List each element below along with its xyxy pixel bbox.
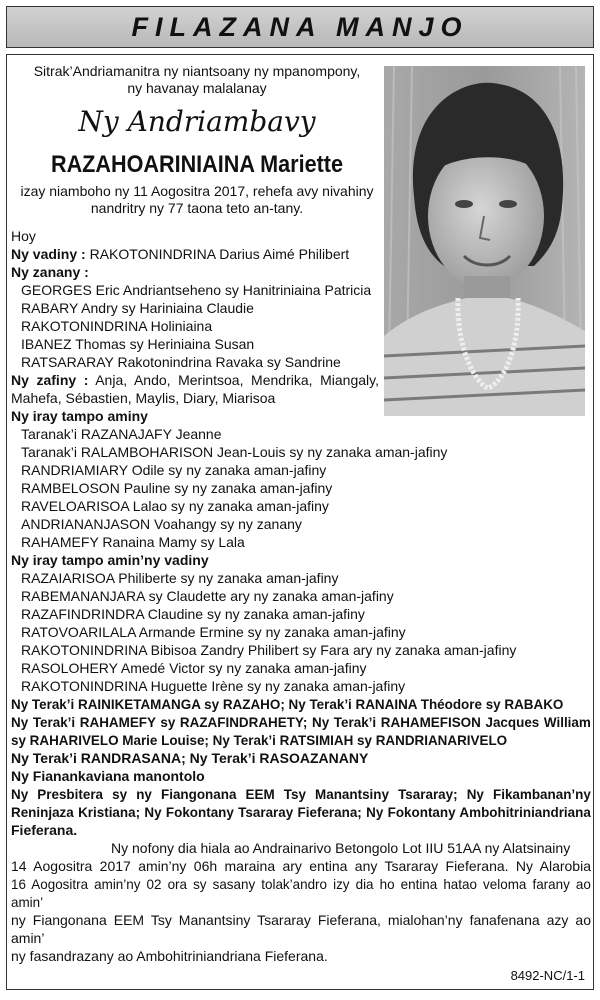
header-title: FILAZANA MANJO xyxy=(131,11,469,42)
zanany-item: GEORGES Eric Andriantseheno sy Hanitriniaina Patricia xyxy=(21,282,372,298)
death-notice xyxy=(17,183,377,217)
church-line-1: Ny Presbitera sy ny Fiangonana EEM Tsy Manantsiny Tsararay; Ny Fikambanan’ny xyxy=(11,786,591,802)
funeral-line-1: Ny nofony dia hiala ao Andrainarivo Betongolo Lot IIU 51AA ny Alatsinainy xyxy=(111,840,571,856)
header-banner xyxy=(6,6,594,48)
reference-code: 8492-NC/1-1 xyxy=(510,968,585,983)
iray-tampo-label: Ny iray tampo aminy xyxy=(11,408,148,424)
zafiny-line-2: Mahefa, Sébastien, Maylis, Diary, Miarisoa xyxy=(11,390,276,406)
obituary-page xyxy=(6,6,594,994)
zanany-item: IBANEZ Thomas sy Heriniaina Susan xyxy=(21,336,255,352)
terak-line-2a: Ny Terak’i RAHAMEFY sy RAZAFINDRAHETY; Ny Terak’i RAHAMEFISON Jacques William xyxy=(11,714,591,730)
iray-tampo-vady-item: RAZAFINDRINDRA Claudine sy ny zanaka aman-jafiny xyxy=(21,606,365,622)
deceased-title-script: Ny Andriambavy xyxy=(78,105,316,138)
iray-tampo-item: RAVELOARISOA Lalao sy ny zanaka aman-jafiny xyxy=(21,498,329,514)
obituary-frame xyxy=(6,54,594,990)
intro-text xyxy=(17,63,377,97)
terak-line-1: Ny Terak’i RAINIKETAMANGA sy RAZAHO; Ny Terak’i RANAINA Théodore sy RABAKO xyxy=(11,696,564,712)
iray-tampo-vady-item: RABEMANANJARA sy Claudette ary ny zanaka aman-jafiny xyxy=(21,588,394,604)
death-line-1: izay niamboho ny 11 Aogositra 2017, rehefa avy nivahiny xyxy=(20,183,374,199)
zafiny-line-1: Anja, Ando, Merintsoa, Mendrika, Miangaly, xyxy=(95,372,379,388)
iray-tampo-vady-item: RATOVOARILALA Armande Ermine sy ny zanaka aman-jafiny xyxy=(21,624,406,640)
vady-label: Ny vadiny : xyxy=(11,246,86,262)
zanany-item: RAKOTONINDRINA Holiniaina xyxy=(21,318,213,334)
zanany-item: RABARY Andry sy Hariniaina Claudie xyxy=(21,300,254,316)
iray-tampo-item: RANDRIAMIARY Odile sy ny zanaka aman-jafiny xyxy=(21,462,327,478)
zafiny-label: Ny zafiny : xyxy=(11,372,89,388)
iray-tampo-vady-item: RAZAIARISOA Philiberte sy ny zanaka aman-jafiny xyxy=(21,570,339,586)
iray-tampo-item: Taranak’i RAZANAJAFY Jeanne xyxy=(21,426,222,442)
church-line-2: Reninjaza Kristiana; Ny Fokontany Tsararay Fieferana; Ny Fokontany Ambohitriniandriana xyxy=(11,804,591,820)
hoy-label: Hoy xyxy=(11,228,36,244)
zanany-label: Ny zanany : xyxy=(11,264,89,280)
funeral-line-4: ny Fiangonana EEM Tsy Manantsiny Tsararay Fieferana, mialohan’ny fanafenana azy ao amin’ xyxy=(11,912,591,946)
iray-tampo-item: ANDRIANANJASON Voahangy sy ny zanany xyxy=(21,516,302,532)
intro-line-1: Sitrak’Andriamanitra ny niantsoany ny mpanompony, xyxy=(33,63,361,79)
iray-tampo-item: Taranak’i RALAMBOHARISON Jean-Louis sy ny zanaka aman-jafiny xyxy=(21,444,448,460)
deceased-name: RAZAHOARINIAINA Mariette xyxy=(50,151,344,178)
iray-tampo-vady-item: RAKOTONINDRINA Huguette Irène sy ny zanaka aman-jafiny xyxy=(21,678,406,694)
terak-line-2b: sy RAHARIVELO Marie Louise; Ny Terak’i RATSIMIAH sy RANDRIANARIVELO xyxy=(11,732,508,748)
zanany-item: RATSARARAY Rakotonindrina Ravaka sy Sandrine xyxy=(21,354,341,370)
family-list xyxy=(11,227,591,965)
funeral-line-3: 16 Aogositra amin’ny 02 ora sy sasany tolak’andro izy dia ho entina hatao veloma farany ao amin’ xyxy=(11,876,591,910)
vady-name: RAKOTONINDRINA Darius Aimé Philibert xyxy=(89,246,350,262)
zafiny-row xyxy=(11,371,379,389)
iray-tampo-vady-item: RAKOTONINDRINA Bibisoa Zandry Philibert sy Fara ary ny zanaka aman-jafiny xyxy=(21,642,517,658)
iray-tampo-vady-item: RASOLOHERY Amedé Victor sy ny zanaka aman-jafiny xyxy=(21,660,367,676)
fianankaviana-label: Ny Fianankaviana manontolo xyxy=(11,768,205,784)
iray-tampo-item: RAMBELOSON Pauline sy ny zanaka aman-jafiny xyxy=(21,480,333,496)
church-line-3: Fieferana. xyxy=(11,822,78,838)
iray-tampo-vady-label: Ny iray tampo amin’ny vadiny xyxy=(11,552,209,568)
death-line-2: nandritry ny 77 taona teto an-tany. xyxy=(90,200,304,216)
vady-row xyxy=(11,245,591,263)
funeral-line-2: 14 Aogositra 2017 amin’ny 06h maraina ary entina any Tsararay Fieferana. Ny Alarobia xyxy=(11,858,591,874)
intro-line-2: ny havanay malalanay xyxy=(127,80,267,96)
terak-line-3: Ny Terak’i RANDRASANA; Ny Terak’i RASOAZANANY xyxy=(11,750,369,766)
iray-tampo-item: RAHAMEFY Ranaina Mamy sy Lala xyxy=(21,534,245,550)
funeral-line-5: ny fasandrazany ao Ambohitriniandriana Fieferana. xyxy=(11,948,328,964)
